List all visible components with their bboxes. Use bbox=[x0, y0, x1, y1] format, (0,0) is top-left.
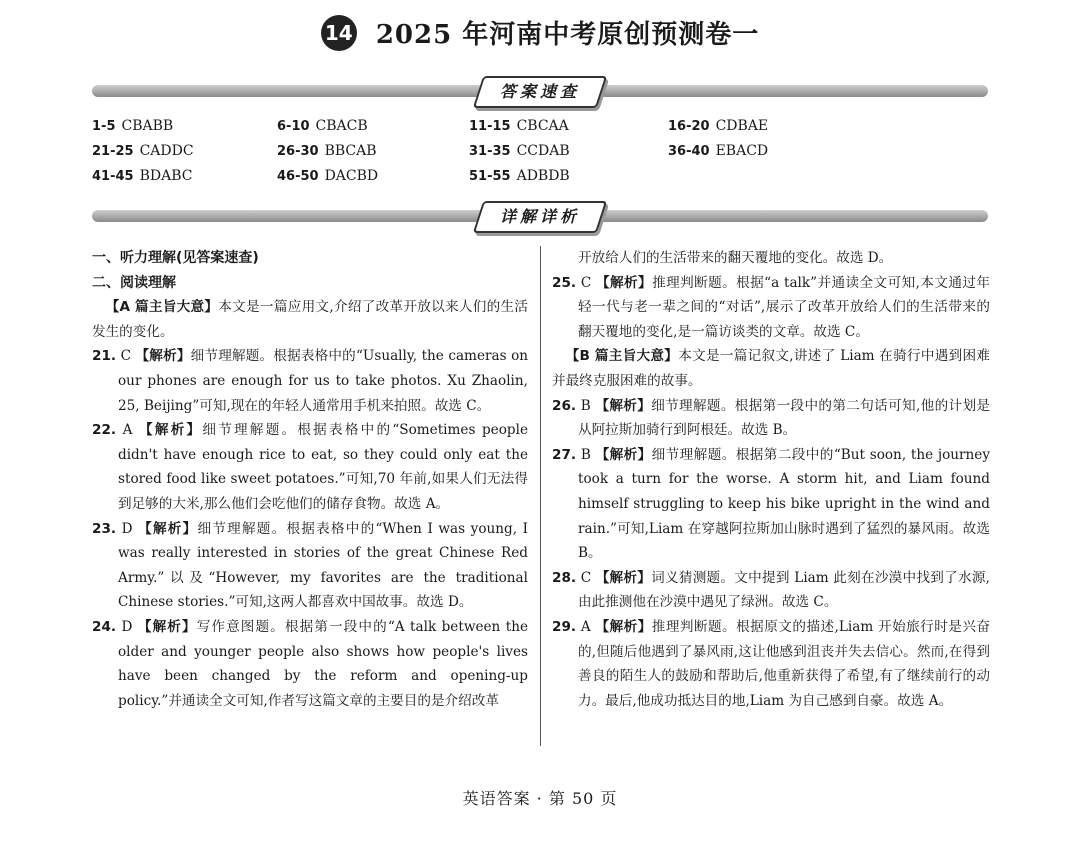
explanation-text: 词义猜测题。文中提到 Liam 此刻在沙漠中找到了水源,由此推测他在沙漠中遇见了绿洲。故选 C。 bbox=[578, 569, 990, 611]
analysis-tag: 【解析】 bbox=[596, 274, 653, 291]
explanation-text: 细节理解题。根据第一段中的第二句话可知,他的计划是从阿拉斯加骑行到阿根廷。故选 B。 bbox=[578, 397, 990, 439]
question-number: 25. bbox=[552, 274, 577, 291]
answer-letters: BDABC bbox=[139, 168, 193, 184]
analysis-tag: 【解析】 bbox=[139, 422, 203, 439]
answer-letters: CCDAB bbox=[516, 143, 570, 159]
detailed-analysis-banner bbox=[92, 201, 988, 231]
answer-cell bbox=[469, 143, 570, 159]
explanation-continuation: 开放给人们的生活带来的翻天覆地的变化。故选 D。 bbox=[578, 250, 893, 266]
answer-letters: EBACD bbox=[715, 143, 769, 159]
explanation-text: 细节理解题。根据表格中的“Sometimes people didn't have enough rice to eat, so they could only eat the stored food like sweet potatoes.”可知,70 年前,如果人们无法得到足够的大米,那么他们会吃他们的储存食物。故选 A。 bbox=[118, 422, 529, 512]
right-column bbox=[552, 246, 990, 713]
question-number: 22. bbox=[92, 422, 117, 439]
analysis-tag: 【解析】 bbox=[135, 348, 191, 365]
explanation-text: 细节理解题。根据表格中的“Usually, the cameras on our phones are enough for us to take photos. Xu Zhaolin, 25, Beijing”可知,现在的年轻人通常用手机来拍照。故选 C。 bbox=[118, 348, 529, 414]
banner-label: 详解详析 bbox=[499, 207, 581, 226]
answer-cell bbox=[469, 118, 569, 134]
question-number: 21. bbox=[92, 348, 117, 365]
answer-cell bbox=[469, 168, 570, 184]
question-number: 24. bbox=[92, 618, 117, 635]
passage-b-summary bbox=[552, 344, 990, 393]
explanation-item bbox=[552, 615, 990, 713]
summary-label: 【A 篇主旨大意】 bbox=[105, 299, 219, 316]
section-heading-listening: 一、听力理解(见答案速查) bbox=[92, 250, 259, 266]
answer-cell bbox=[92, 118, 173, 134]
answer-letter: D bbox=[121, 618, 133, 635]
answer-range: 46-50 bbox=[277, 169, 319, 184]
analysis-tag: 【解析】 bbox=[138, 520, 198, 537]
paper-number-badge: 14 bbox=[321, 15, 357, 51]
answer-cell bbox=[277, 168, 378, 184]
answer-letters: CBCAA bbox=[516, 118, 569, 134]
answer-letter: C bbox=[120, 348, 132, 365]
answer-cell bbox=[92, 143, 194, 159]
answer-range: 36-40 bbox=[668, 144, 710, 159]
page-footer: 英语答案 · 第 50 页 bbox=[462, 789, 618, 808]
answer-range: 16-20 bbox=[668, 119, 710, 134]
explanation-text: 细节理解题。根据表格中的“When I was young, I was really interested in stories of the great Chinese Red Army.”以及“However, my favorites are the traditional Chinese stories.”可知,这两人都喜欢中国故事。故选 D。 bbox=[118, 520, 528, 611]
answer-letter: C bbox=[580, 569, 592, 586]
answer-range: 1-5 bbox=[92, 119, 116, 134]
answer-letter: C bbox=[580, 274, 592, 291]
answer-range: 31-35 bbox=[469, 144, 511, 159]
answer-cell bbox=[277, 118, 368, 134]
page-title: 2025 年河南中考原创预测卷一 bbox=[375, 20, 760, 50]
question-number: 23. bbox=[92, 520, 117, 537]
analysis-tag: 【解析】 bbox=[595, 446, 652, 463]
question-number: 28. bbox=[552, 569, 577, 586]
answer-letter: B bbox=[580, 446, 591, 463]
answer-range: 41-45 bbox=[92, 169, 134, 184]
banner-label: 答案速查 bbox=[499, 82, 581, 101]
explanation-text: 推理判断题。根据“a talk”并通读全文可知,本文通过年轻一代与老一辈之间的“对话”,展示了改革开放给人们的生活带来的翻天覆地的变化,是一篇访谈类的文章。故选 C。 bbox=[578, 274, 991, 340]
question-number: 26. bbox=[552, 397, 577, 414]
answer-letter: B bbox=[580, 397, 591, 414]
answer-row bbox=[92, 168, 988, 193]
explanation-text: 细节理解题。根据第二段中的“But soon, the journey took a turn for the worse. A storm hit, and Liam found himself struggling to keep his bike upright in the wind and rain.”可知,Liam 在穿越阿拉斯加山脉时遇到了猛烈的暴风雨。故选 B。 bbox=[578, 446, 991, 562]
answer-letters: CADDC bbox=[139, 143, 194, 159]
passage-a-summary bbox=[92, 295, 528, 344]
explanation-item bbox=[92, 615, 528, 713]
answer-letters: ADBDB bbox=[516, 168, 570, 184]
answer-letters: CBACB bbox=[315, 118, 368, 134]
answer-letters: BBCAB bbox=[324, 143, 377, 159]
explanation-item bbox=[552, 443, 990, 566]
answer-cell bbox=[92, 168, 192, 184]
quick-answers-banner bbox=[92, 76, 988, 106]
answer-cell bbox=[668, 118, 768, 134]
explanation-item bbox=[92, 418, 528, 516]
analysis-tag: 【解析】 bbox=[595, 397, 652, 414]
analysis-tag: 【解析】 bbox=[595, 618, 652, 635]
column-divider bbox=[540, 246, 541, 746]
answer-row bbox=[92, 118, 988, 143]
explanation-item bbox=[92, 344, 528, 418]
section-heading-reading: 二、阅读理解 bbox=[92, 274, 176, 291]
explanation-text: 推理判断题。根据原文的描述,Liam 开始旅行时是兴奋的,但随后他遇到了暴风雨,这让他感到沮丧并失去信心。然而,在得到善良的陌生人的鼓励和帮助后,他重新获得了希望,有了继续前行的动力。最后,他成功抵达目的地,Liam 为自己感到自豪。故选 A。 bbox=[578, 618, 991, 709]
answer-range: 51-55 bbox=[469, 169, 511, 184]
answer-row bbox=[92, 143, 988, 168]
explanation-item bbox=[552, 566, 990, 615]
explanation-item bbox=[552, 394, 990, 443]
answer-cell bbox=[668, 143, 768, 159]
answer-letter: A bbox=[580, 618, 591, 635]
explanation-item bbox=[552, 271, 990, 345]
answer-range: 6-10 bbox=[277, 119, 310, 134]
answer-range: 21-25 bbox=[92, 144, 134, 159]
answer-range: 26-30 bbox=[277, 144, 319, 159]
explanation-item bbox=[92, 517, 528, 615]
page-header bbox=[0, 14, 1080, 51]
analysis-tag: 【解析】 bbox=[137, 618, 197, 635]
summary-text: 本文是一篇记叙文,讲述了 Liam 在骑行中遇到困难并最终克服困难的故事。 bbox=[552, 348, 990, 389]
banner-tag bbox=[473, 201, 607, 233]
analysis-tag: 【解析】 bbox=[595, 569, 652, 586]
banner-tag bbox=[473, 76, 607, 108]
answer-range: 11-15 bbox=[469, 119, 511, 134]
answer-letters: DACBD bbox=[324, 168, 379, 184]
left-column bbox=[92, 246, 528, 713]
answer-cell bbox=[277, 143, 377, 159]
question-number: 27. bbox=[552, 446, 577, 463]
question-number: 29. bbox=[552, 618, 577, 635]
summary-text: 本文是一篇应用文,介绍了改革开放以来人们的生活发生的变化。 bbox=[92, 299, 528, 340]
explanation-text: 写作意图题。根据第一段中的“A talk between the older and younger people also shows how people's lives have been changed by the reform and opening-up policy.”并通读全文可知,作者写这篇文章的主要目的是介绍改革 bbox=[118, 618, 528, 709]
answer-letters: CDBAE bbox=[715, 118, 769, 134]
summary-label: 【B 篇主旨大意】 bbox=[565, 348, 679, 365]
answer-letters: CBABB bbox=[121, 118, 174, 134]
answer-grid bbox=[92, 118, 988, 193]
answer-letter: A bbox=[122, 422, 133, 439]
answer-letter: D bbox=[121, 520, 133, 537]
